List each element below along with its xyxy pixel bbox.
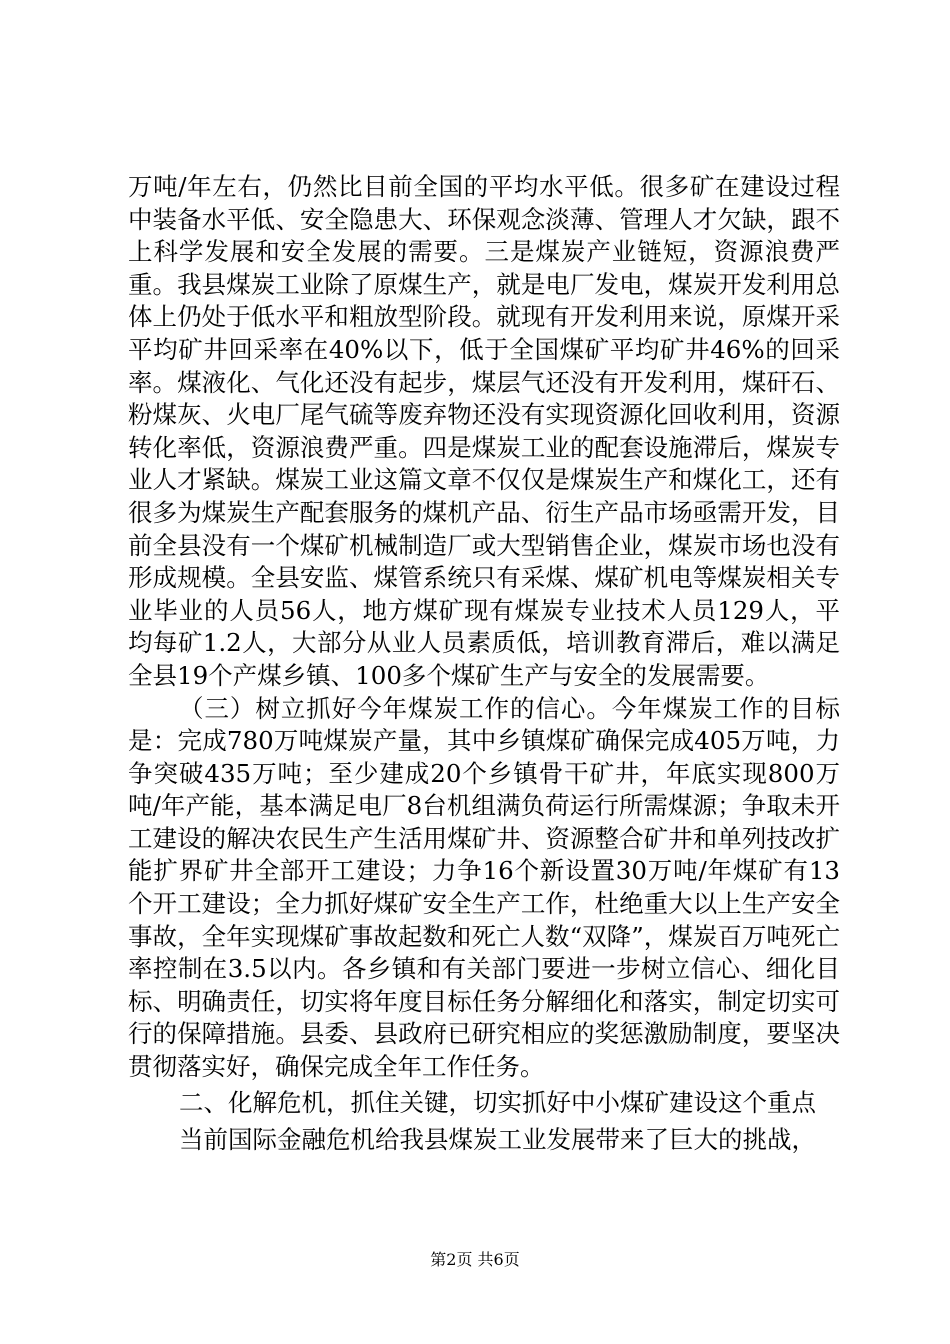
page-number-footer: 第2页 共6页	[430, 1250, 520, 1269]
paragraph-financial-crisis: 当前国际金融危机给我县煤炭工业发展带来了巨大的挑战，	[179, 1125, 816, 1155]
paragraph-continuation: 万吨/年左右，仍然比目前全国的平均水平低。很多矿在建设过程中装备水平低、安全隐患大、环保观念淡薄、管理人才欠缺，跟不上科学发展和安全发展的需要。三是煤炭产业链短，资源浪费严重。我县煤炭工业除了原煤生产，就是电厂发电，煤炭开发利用总体上仍处于低水平和粗放型阶段。就现有开发利用来说，原煤开采平均矿井回采率在40%以下，低于全国煤矿平均矿井46%的回采率。煤液化、气化还没有起步，煤层气还没有开发利用，煤矸石、粉煤灰、火电厂尾气硫等废弃物还没有实现资源化回收利用，资源转化率低，资源浪费严重。四是煤炭工业的配套设施滞后，煤炭专业人才紧缺。煤炭工业这篇文章不仅仅是煤炭生产和煤化工，还有很多为煤炭生产配套服务的煤机产品、衍生产品市场亟需开发，目前全县没有一个煤矿机械制造厂或大型销售企业，煤炭市场也没有形成规模。全县安监、煤管系统只有采煤、煤矿机电等煤炭相关专业毕业的人员56人，地方煤矿现有煤炭专业技术人员129人，平均每矿1.2人，大部分从业人员素质低，培训教育滞后，难以满足全县19个产煤乡镇、100多个煤矿生产与安全的发展需要。	[128, 172, 840, 690]
section-heading-two: 二、化解危机，抓住关键，切实抓好中小煤矿建设这个重点	[179, 1087, 816, 1117]
paragraph-section-three: （三）树立抓好今年煤炭工作的信心。今年煤炭工作的目标是：完成780万吨煤炭产量，其中乡镇煤矿确保完成405万吨，力争突破435万吨；至少建成20个乡镇骨干矿井，年底实现800万吨/年产能，基本满足电厂8台机组满负荷运行所需煤源；争取未开工建设的解决农民生产生活用煤矿井、资源整合矿井和单列技改扩能扩界矿井全部开工建设；力争16个新设置30万吨/年煤矿有13个开工建设；全力抓好煤矿安全生产工作，杜绝重大以上生产安全事故，全年实现煤矿事故起数和死亡人数“双降”，煤炭百万吨死亡率控制在3.5以内。各乡镇和有关部门要进一步树立信心、细化目标、明确责任，切实将年度目标任务分解细化和落实，制定切实可行的保障措施。县委、县政府已研究相应的奖惩激励制度，要坚决贯彻落实好，确保完成全年工作任务。	[128, 693, 840, 1082]
document-body	[128, 171, 840, 1157]
